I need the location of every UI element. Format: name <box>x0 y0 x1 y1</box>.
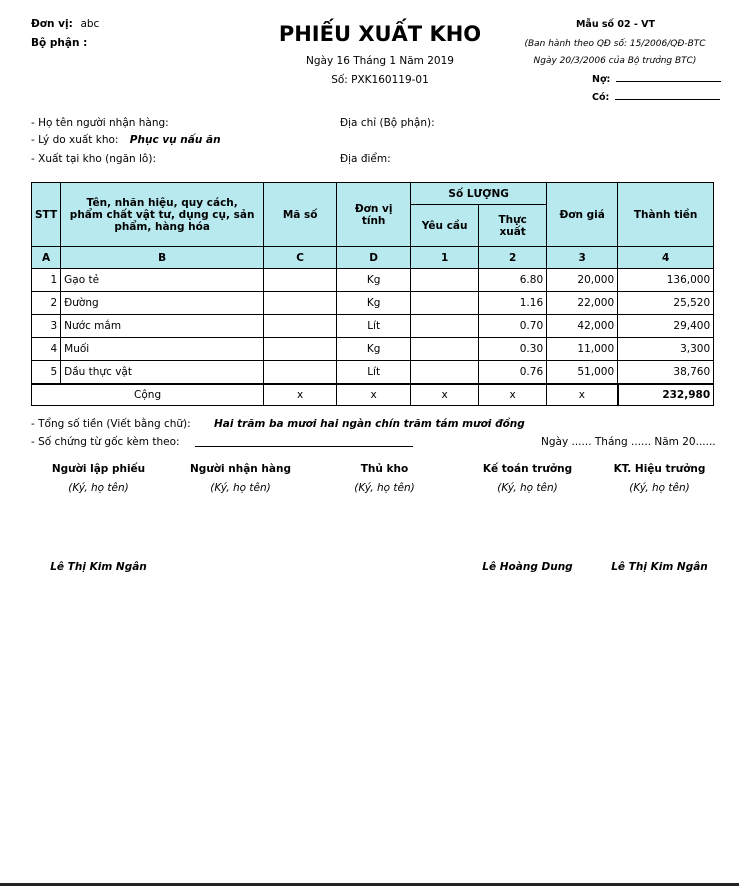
row-stt: 2 <box>32 292 61 315</box>
row-name: Nước mắm <box>61 315 264 338</box>
credit-label: Có: <box>592 92 610 103</box>
signature-block <box>178 460 303 561</box>
credit-field <box>592 92 720 103</box>
code-cell: 1 <box>411 247 479 269</box>
dept-label: Bộ phận : <box>31 37 88 49</box>
code-cell: 4 <box>618 247 714 269</box>
reason-row <box>31 134 221 146</box>
row-name: Gạo tẻ <box>61 269 264 292</box>
row-unit: Kg <box>337 269 411 292</box>
row-unit: Kg <box>337 338 411 361</box>
page-title: PHIẾU XUẤT KHO <box>278 22 482 46</box>
signature-note: (Ký, họ tên) <box>629 482 690 494</box>
signature-name: Lê Thị Kim Ngân <box>50 561 147 573</box>
code-cell: 3 <box>547 247 618 269</box>
row-stt: 5 <box>32 361 61 385</box>
unit-label <box>31 18 99 30</box>
row-price: 51,000 <box>547 361 618 385</box>
table-row <box>32 361 714 385</box>
table-row <box>32 269 714 292</box>
form-note-2: Ngày 20/3/2006 của Bộ trưởng BTC) <box>533 56 697 66</box>
col-stt: STT <box>32 183 61 247</box>
row-amount: 29,400 <box>618 315 714 338</box>
form-note-1: (Ban hành theo QĐ số: 15/2006/QĐ-BTC <box>524 39 706 49</box>
row-unit: Kg <box>337 292 411 315</box>
code-cell: B <box>61 247 264 269</box>
code-cell: C <box>264 247 337 269</box>
row-stt: 1 <box>32 269 61 292</box>
row-price: 11,000 <box>547 338 618 361</box>
attached-line <box>195 446 413 447</box>
signature-role: KT. Hiệu trưởng <box>613 463 706 475</box>
reason-label: - Lý do xuất kho: <box>31 134 119 146</box>
row-code <box>264 292 337 315</box>
row-price: 42,000 <box>547 315 618 338</box>
signature-block <box>36 460 161 573</box>
total-label: Cộng <box>32 384 264 406</box>
code-cell: A <box>32 247 61 269</box>
total-unit: x <box>337 384 411 406</box>
location-label: Địa điểm: <box>340 153 391 165</box>
unit-value: abc <box>80 18 100 30</box>
table-row <box>32 315 714 338</box>
signature-note: (Ký, họ tên) <box>210 482 271 494</box>
code-cell: D <box>337 247 411 269</box>
row-price: 22,000 <box>547 292 618 315</box>
attached-label: - Số chứng từ gốc kèm theo: <box>31 436 180 448</box>
row-actual: 0.70 <box>479 315 547 338</box>
col-code: Mã số <box>264 183 337 247</box>
row-code <box>264 361 337 385</box>
signature-name: Lê Thị Kim Ngân <box>611 561 708 573</box>
col-quantity: Số LƯỢNG <box>411 183 547 205</box>
debit-label: Nợ: <box>592 74 611 85</box>
total-row <box>32 384 714 406</box>
total-requested: x <box>411 384 479 406</box>
col-amount: Thành tiền <box>618 183 714 247</box>
row-name: Đường <box>61 292 264 315</box>
col-price: Đơn giá <box>547 183 618 247</box>
total-amount: 232,980 <box>618 384 714 406</box>
row-unit: Lít <box>337 315 411 338</box>
unit-label-text: Đơn vị: <box>31 18 73 30</box>
total-words-value: Hai trăm ba mươi hai ngàn chín trăm tám mươi đồng <box>214 418 525 430</box>
row-requested <box>411 269 479 292</box>
total-actual: x <box>479 384 547 406</box>
row-requested <box>411 292 479 315</box>
row-code <box>264 269 337 292</box>
row-amount: 3,300 <box>618 338 714 361</box>
col-unit: Đơn vị tính <box>337 183 411 247</box>
signature-note: (Ký, họ tên) <box>68 482 129 494</box>
row-requested <box>411 315 479 338</box>
row-code <box>264 338 337 361</box>
row-code <box>264 315 337 338</box>
row-actual: 0.30 <box>479 338 547 361</box>
col-actual: Thực xuất <box>479 205 547 247</box>
row-price: 20,000 <box>547 269 618 292</box>
signature-role: Thủ kho <box>360 463 409 475</box>
code-row <box>32 247 714 269</box>
row-amount: 25,520 <box>618 292 714 315</box>
signature-note: (Ký, họ tên) <box>354 482 415 494</box>
col-requested: Yêu cầu <box>411 205 479 247</box>
receiver-label: - Họ tên người nhận hàng: <box>31 117 169 129</box>
signature-role: Người lập phiếu <box>51 463 146 475</box>
table-row <box>32 292 714 315</box>
row-unit: Lít <box>337 361 411 385</box>
row-name: Dầu thực vật <box>61 361 264 385</box>
row-name: Muối <box>61 338 264 361</box>
warehouse-label: - Xuất tại kho (ngăn lô): <box>31 153 156 165</box>
signature-role: Kế toán trưởng <box>482 463 573 475</box>
code-cell: 2 <box>479 247 547 269</box>
credit-line <box>615 99 720 100</box>
address-label: Địa chỉ (Bộ phận): <box>340 117 435 129</box>
row-actual: 6.80 <box>479 269 547 292</box>
row-actual: 1.16 <box>479 292 547 315</box>
debit-field <box>592 74 721 85</box>
total-code: x <box>264 384 337 406</box>
items-table <box>31 182 714 406</box>
total-price: x <box>547 384 618 406</box>
signature-block <box>597 460 722 573</box>
row-stt: 3 <box>32 315 61 338</box>
row-requested <box>411 361 479 385</box>
form-code: Mẫu số 02 - VT <box>575 19 656 30</box>
table-row <box>32 338 714 361</box>
date-blank: Ngày ...... Tháng ...... Năm 20...... <box>541 436 716 448</box>
row-actual: 0.76 <box>479 361 547 385</box>
row-amount: 136,000 <box>618 269 714 292</box>
row-amount: 38,760 <box>618 361 714 385</box>
signature-role: Người nhận hàng <box>190 463 291 475</box>
signature-note: (Ký, họ tên) <box>497 482 558 494</box>
total-words-label: - Tổng số tiền (Viết bằng chữ): <box>31 418 191 430</box>
issue-date: Ngày 16 Tháng 1 Năm 2019 <box>306 55 454 67</box>
row-stt: 4 <box>32 338 61 361</box>
signature-name: Lê Hoàng Dung <box>482 561 573 573</box>
reason-value: Phục vụ nấu ăn <box>129 134 221 146</box>
signature-block <box>322 460 447 561</box>
debit-line <box>616 81 721 82</box>
voucher-number: Số: PXK160119-01 <box>331 74 429 86</box>
signature-block <box>465 460 590 573</box>
row-requested <box>411 338 479 361</box>
col-name: Tên, nhãn hiệu, quy cách, phẩm chất vật tư, dụng cụ, sản phẩm, hàng hóa <box>61 183 264 247</box>
